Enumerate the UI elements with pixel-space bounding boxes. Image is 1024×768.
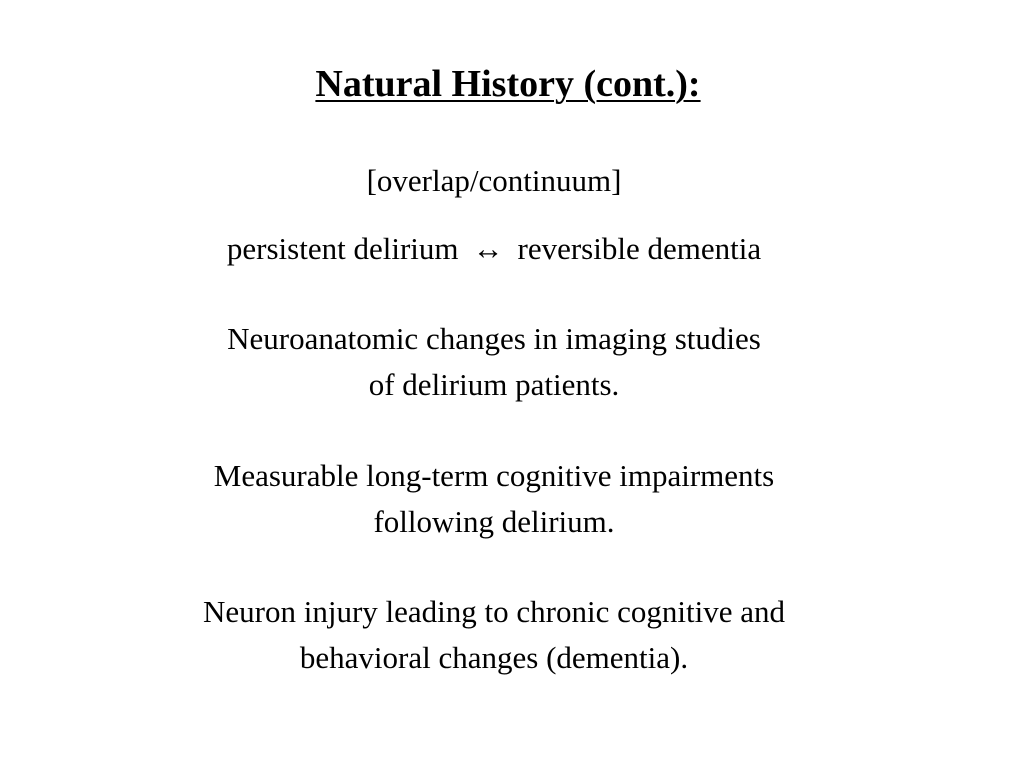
slide-title: Natural History (cont.): — [315, 63, 701, 105]
point-line: following delirium. — [373, 504, 615, 539]
point-neuroanatomic — [0, 316, 988, 408]
relation-right: reversible dementia — [517, 231, 762, 266]
left-right-arrow-icon: ↔ — [472, 231, 504, 266]
slide-subtitle: [overlap/continuum] — [366, 163, 622, 198]
point-line: Neuroanatomic changes in imaging studies — [227, 321, 761, 356]
point-line: Neuron injury leading to chronic cognitive and — [203, 594, 785, 629]
relation-left: persistent delirium — [226, 231, 459, 266]
point-line: Measurable long-term cognitive impairments — [213, 458, 775, 493]
point-line: of delirium patients. — [368, 367, 620, 402]
relation-line — [0, 226, 988, 272]
point-neuron-injury — [0, 589, 988, 681]
point-cognitive-impairments — [0, 453, 988, 545]
point-line: behavioral changes (dementia). — [299, 640, 689, 675]
